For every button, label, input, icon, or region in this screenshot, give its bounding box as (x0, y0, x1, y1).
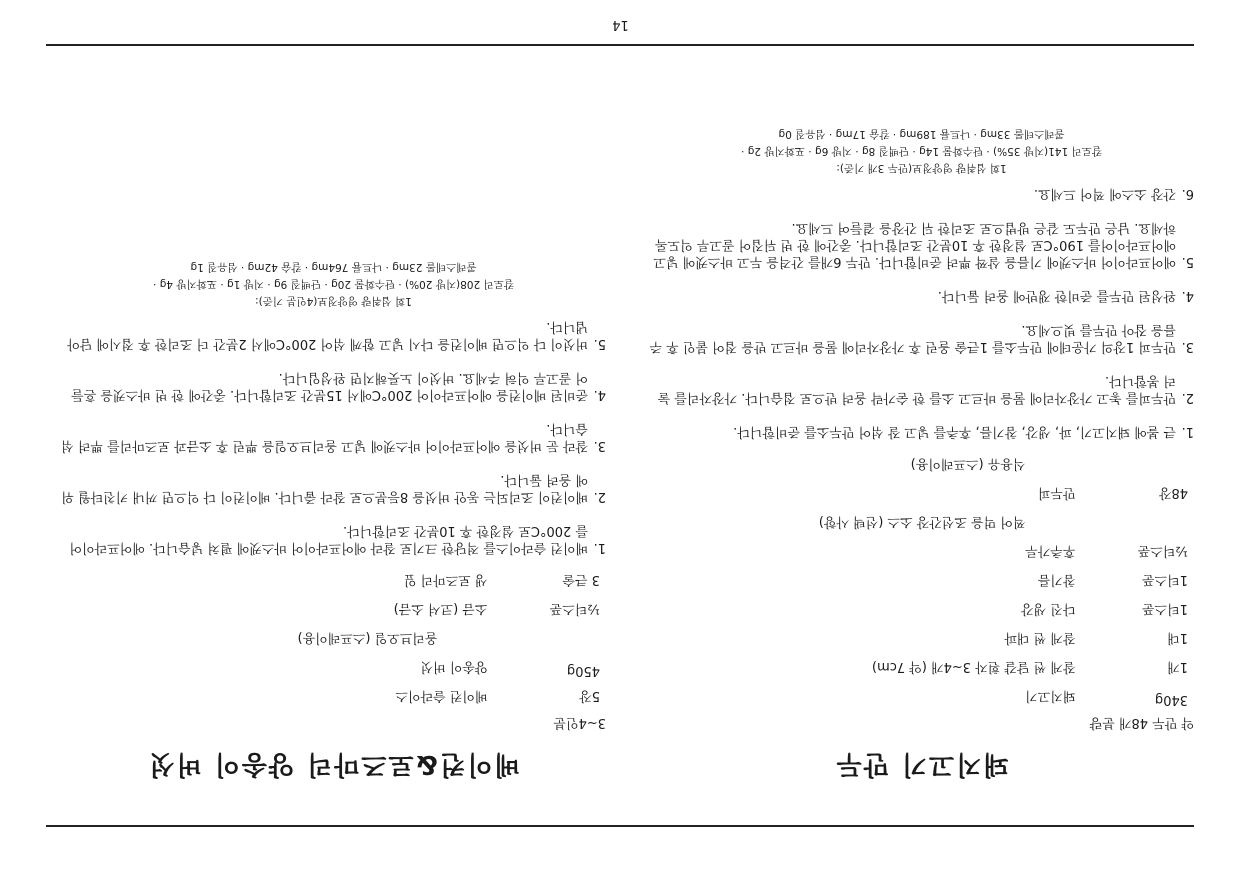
nutrition-info (61, 258, 606, 309)
instruction-step (649, 185, 1194, 202)
step-text: 베이컨 슬라이스를 적당한 크기로 잘라 에어프라이어 바스켓에 펼쳐 넣습니다. 에어프라이어를 200°C로 설정한 후 10분간 조리합니다. (69, 523, 588, 555)
ingredient-name: 잘게 썬 대파 (1004, 630, 1076, 645)
step-number: 4. (593, 387, 606, 402)
ingredient-amount: ½티스푼 (549, 601, 600, 616)
bottom-rule (46, 44, 1194, 46)
serving-size: 3~4인분 (553, 715, 606, 730)
instruction-step (649, 321, 1194, 355)
ingredient-name: 양송이 버섯 (420, 659, 488, 674)
step-text: 만두피 1장의 가운데에 만두소를 1큰술 올린 후 가장자리에 물을 바르고 반을 접어 붙인 후 주름을 잡아 만두를 빚으세요. (649, 322, 1176, 354)
step-number: 5. (1181, 254, 1194, 269)
instruction-step (649, 219, 1194, 270)
ingredient-name: 다진 생강 (1021, 601, 1076, 616)
nutrition-info (649, 125, 1194, 176)
ingredient-name: 만두피 (1037, 485, 1076, 500)
step-number: 1. (1181, 424, 1194, 439)
step-number: 1. (593, 540, 606, 555)
ingredient-amount: 48장 (1158, 485, 1188, 500)
ingredient-name: 베이컨 슬라이스 (395, 688, 488, 703)
ingredient-row (649, 504, 1188, 533)
ingredient-table (649, 446, 1188, 707)
recipe-bacon-mushrooms (61, 258, 606, 785)
ingredient-name: 잘게 썬 달걀 흰자 3~4개 (약 7cm) (871, 659, 1076, 674)
step-number: 6. (1181, 186, 1194, 201)
ingredient-row (649, 446, 1188, 475)
instruction-list (61, 318, 606, 556)
instruction-step (649, 423, 1194, 440)
ingredient-name: 참기름 (1037, 572, 1076, 587)
ingredient-row (649, 533, 1188, 562)
ingredient-row (649, 591, 1188, 620)
nutrition-line: 칼로리 141(지방 35%) · 탄수화물 14g · 단백질 8g · 지방 6g · 포화지방 2g · (741, 145, 1102, 157)
ingredient-row (61, 562, 600, 591)
nutrition-line: 콜레스테롤 33mg · 나트륨 189mg · 칼슘 17mg · 섬유질 0g (778, 128, 1065, 140)
ingredient-row (649, 678, 1188, 707)
step-text: 준비된 베이컨을 에어프라이어 200°C에서 15분간 조리합니다. 중간에 한 번 바스켓을 흔들어 골고루 익혀 주세요. 버섯이 노릇해지면 완성입니다. (71, 370, 588, 402)
step-text: 만두피를 놓고 가장자리에 물을 바르고 소를 한 숟가락 올려 반으로 접습니다. 가장자리를 눌러 봉합니다. (657, 373, 1176, 405)
ingredient-amount: ½티스푼 (1137, 543, 1188, 558)
ingredient-name: 식용유 (스프레이용) (910, 456, 1026, 471)
step-text: 큰 볼에 돼지고기, 파, 생강, 참기름, 후추를 넣고 잘 섞어 만두소를 준비합니다. (733, 424, 1176, 439)
ingredient-row (61, 620, 600, 649)
ingredient-row (61, 649, 600, 678)
ingredient-row (649, 649, 1188, 678)
ingredient-amount (1075, 446, 1188, 475)
recipe-pork-dumplings (649, 125, 1194, 785)
step-number: 2. (1181, 390, 1194, 405)
step-number: 3. (593, 438, 606, 453)
step-number: 2. (593, 489, 606, 504)
top-rule (46, 825, 1194, 827)
nutrition-line: 칼로리 208(지방 20%) · 탄수화물 20g · 단백질 9g · 지방 1g · 포화지방 4g · (153, 278, 514, 290)
ingredient-name: 돼지고기 (1025, 688, 1076, 703)
ingredient-name: 후추가루 (1025, 543, 1076, 558)
page-number: 14 (612, 17, 629, 32)
ingredient-amount: 1티스푼 (1142, 572, 1188, 587)
instruction-step (61, 369, 606, 403)
ingredient-amount: 1개 (1167, 659, 1188, 674)
instruction-step (649, 287, 1194, 304)
ingredient-amount: 450g (566, 663, 600, 678)
step-text: 간장 소스에 찍어 드세요. (1033, 186, 1176, 201)
ingredient-amount (1075, 504, 1188, 533)
instruction-step (61, 318, 606, 352)
step-text: 버섯이 다 익으면 베이컨을 다시 넣고 함께 섞어 200°C에서 2분간 더 조리한 후 접시에 담아 냅니다. (67, 319, 588, 351)
step-text: 완성된 만두를 준비한 쟁반에 올려 둡니다. (937, 288, 1176, 303)
recipe-title: 베이컨&로즈마리 양송이 버섯 (147, 749, 520, 779)
step-text: 잘라 둔 버섯을 에어프라이어 바스켓에 넣고 올리브오일을 뿌린 후 소금과 로즈마리를 뿌려 섞습니다. (61, 421, 588, 453)
ingredient-name: 생 로즈마리 잎 (403, 572, 488, 587)
ingredient-name: 소금 (코셔 소금) (393, 601, 488, 616)
serving-size: 약 만두 48개 분량 (1089, 715, 1194, 730)
step-number: 5. (593, 336, 606, 351)
instruction-step (61, 420, 606, 454)
instruction-step (61, 522, 606, 556)
ingredient-amount (487, 620, 600, 649)
instruction-step (649, 372, 1194, 406)
ingredient-amount: 5장 (579, 688, 600, 703)
ingredient-amount: 1티스푼 (1142, 601, 1188, 616)
step-number: 3. (1181, 339, 1194, 354)
step-text: 에어프라이어 바스켓에 기름을 살짝 뿌려 준비합니다. 만두 6개를 간격을 두고 바스켓에 넣고 에어프라이어를 190°C로 설정한 후 10분간 조리합니다. 중간에 한 번 뒤집어 골고루 익도록 하세요. 남은 만두도 같은 방법으로 조리한 뒤 간장을 곁들여 드세요. (653, 220, 1176, 269)
step-number: 4. (1181, 288, 1194, 303)
nutrition-title: 1회 섭취량 영양정보(4인분 기준): (255, 295, 412, 307)
ingredient-amount: 340g (1154, 692, 1188, 707)
step-text: 베이컨이 조리되는 동안 버섯을 8등분으로 잘라 줍니다. 베이컨이 다 익으면 꺼내 키친타월 위에 올려 둡니다. (61, 472, 588, 504)
instruction-list (649, 185, 1194, 440)
ingredient-name: 찍어 먹을 조선간장 소스 (선택 사항) (818, 514, 1026, 529)
ingredient-amount: 1대 (1167, 630, 1188, 645)
ingredient-row (649, 562, 1188, 591)
nutrition-line: 콜레스테롤 23mg · 나트륨 764mg · 칼슘 42mg · 섬유질 1g (190, 261, 477, 273)
ingredient-name: 올리브오일 (스프레이용) (297, 630, 438, 645)
recipe-title: 돼지고기 만두 (834, 749, 1009, 779)
ingredient-table (61, 562, 600, 707)
ingredient-row (61, 591, 600, 620)
ingredient-row (61, 678, 600, 707)
ingredient-amount: 3 큰술 (562, 572, 600, 587)
ingredient-row (649, 475, 1188, 504)
instruction-step (61, 471, 606, 505)
nutrition-title: 1회 섭취량 영양정보(만두 3개 기준): (836, 162, 1007, 174)
ingredient-row (649, 620, 1188, 649)
